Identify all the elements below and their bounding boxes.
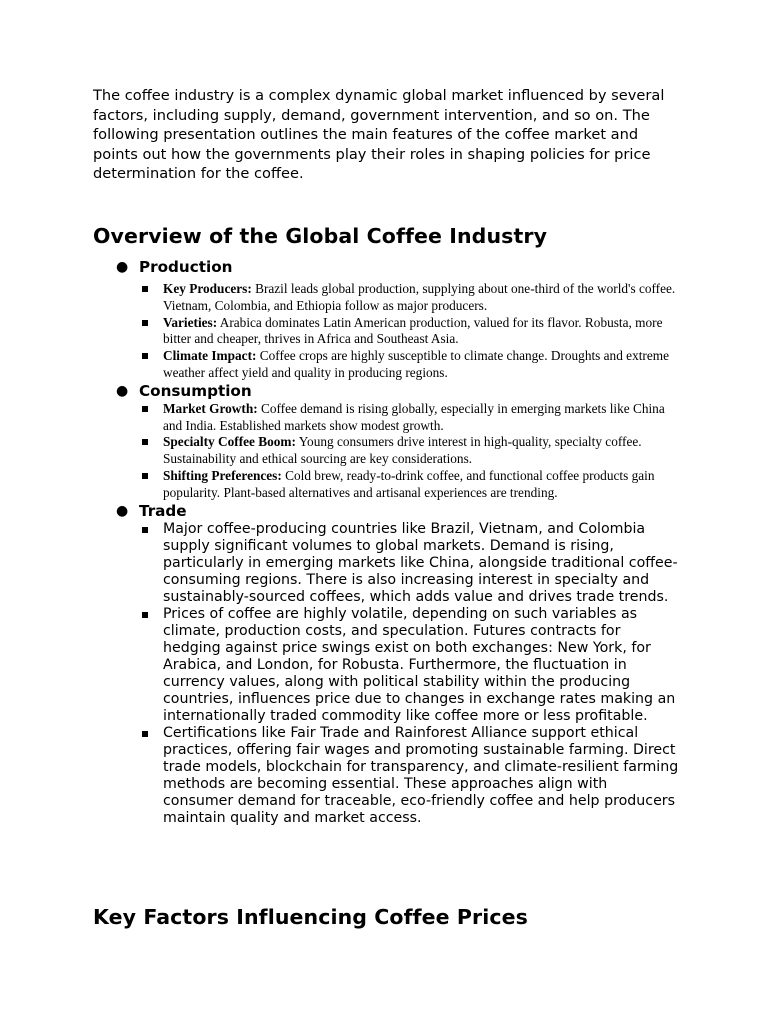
square-bullet-icon bbox=[142, 527, 148, 533]
list-item bbox=[139, 434, 681, 468]
section-consumption bbox=[111, 382, 681, 502]
list-item bbox=[139, 606, 681, 725]
item-text: Arabica dominates Latin American production, valued for its flavor. Robusta, more bitter and cheaper, thrives in Africa and Southeast Asia. bbox=[163, 314, 663, 347]
item-text: Coffee demand is rising globally, especially in emerging markets like China and India. Established markets show modest growth. bbox=[163, 400, 665, 433]
item-text: Brazil leads global production, supplying about one-third of the world's coffee. Vietnam, Colombia, and Ethiopia follow as major producers. bbox=[163, 281, 676, 313]
item-text: Certifications like Fair Trade and Rainforest Alliance support ethical practices, offering fair wages and promoting sustainable farming. Direct trade models, blockchain for transparency, and climate-resilient farming methods are becoming essential. These approaches align with consumer demand for traceable, eco-friendly coffee and help producers maintain quality and market access. bbox=[163, 724, 679, 826]
list-item bbox=[139, 468, 681, 502]
list-item bbox=[139, 348, 681, 382]
factors-heading: Key Factors Influencing Coffee Prices bbox=[93, 905, 528, 929]
item-lead: Shifting Preferences: bbox=[163, 467, 282, 483]
list-item bbox=[139, 315, 681, 349]
list-item bbox=[139, 521, 681, 606]
square-bullet-icon bbox=[142, 473, 148, 479]
bullet-icon: ● bbox=[116, 259, 129, 275]
bullet-icon: ● bbox=[116, 502, 129, 519]
production-sublist bbox=[139, 281, 681, 382]
square-bullet-icon bbox=[142, 612, 148, 618]
item-text: Coffee crops are highly susceptible to climate change. Droughts and extreme weather affect yield and quality in producing regions. bbox=[163, 348, 669, 380]
section-title: Trade bbox=[139, 501, 187, 520]
overview-list bbox=[111, 258, 681, 827]
item-lead: Climate Impact: bbox=[163, 348, 257, 364]
trade-sublist bbox=[139, 521, 681, 827]
square-bullet-icon bbox=[142, 731, 148, 737]
item-text: Young consumers drive interest in high-quality, specialty coffee. Sustainability and ethical sourcing are key considerations. bbox=[163, 434, 642, 467]
item-lead: Varieties: bbox=[163, 314, 218, 330]
section-title: Production bbox=[139, 258, 233, 276]
section-title: Consumption bbox=[139, 381, 252, 400]
item-lead: Key Producers: bbox=[163, 281, 252, 296]
intro-paragraph: The coffee industry is a complex dynamic global market influenced by several factors, including supply, demand, government intervention, and so on. The following presentation outlines the main features of the coffee market and points out how the governments play their roles in shaping policies for price determination for the coffee. bbox=[93, 87, 665, 183]
square-bullet-icon bbox=[142, 353, 148, 359]
list-item bbox=[139, 725, 681, 827]
square-bullet-icon bbox=[142, 320, 148, 326]
section-trade bbox=[111, 502, 681, 827]
square-bullet-icon bbox=[142, 406, 148, 412]
list-item bbox=[139, 281, 681, 315]
item-lead: Market Growth: bbox=[163, 400, 258, 416]
overview-heading: Overview of the Global Coffee Industry bbox=[93, 224, 548, 248]
item-text: Prices of coffee are highly volatile, depending on such variables as climate, production costs, and speculation. Futures contracts for hedging against price swings exist on both exchanges: New York, for Arabica, and London, for Robusta. Furthermore, the fluctuation in currency values, along with political stability within the producing countries, influences price due to changes in exchange rates making an internationally traded commodity like coffee more or less profitable. bbox=[163, 605, 676, 724]
item-lead: Specialty Coffee Boom: bbox=[163, 434, 296, 450]
square-bullet-icon bbox=[142, 286, 148, 292]
item-text: Cold brew, ready-to-drink coffee, and functional coffee products gain popularity. Plant-based alternatives and artisanal experiences are trending. bbox=[163, 467, 655, 500]
item-text: Major coffee-producing countries like Brazil, Vietnam, and Colombia supply significant volumes to global markets. Demand is rising, particularly in emerging markets like China, alongside traditional coffee-consuming regions. There is also increasing interest in specialty and sustainably-sourced coffees, which adds value and drives trade trends. bbox=[163, 520, 678, 605]
section-production bbox=[111, 258, 681, 382]
list-item bbox=[139, 401, 681, 435]
consumption-sublist bbox=[139, 401, 681, 502]
square-bullet-icon bbox=[142, 439, 148, 445]
bullet-icon: ● bbox=[116, 382, 129, 399]
